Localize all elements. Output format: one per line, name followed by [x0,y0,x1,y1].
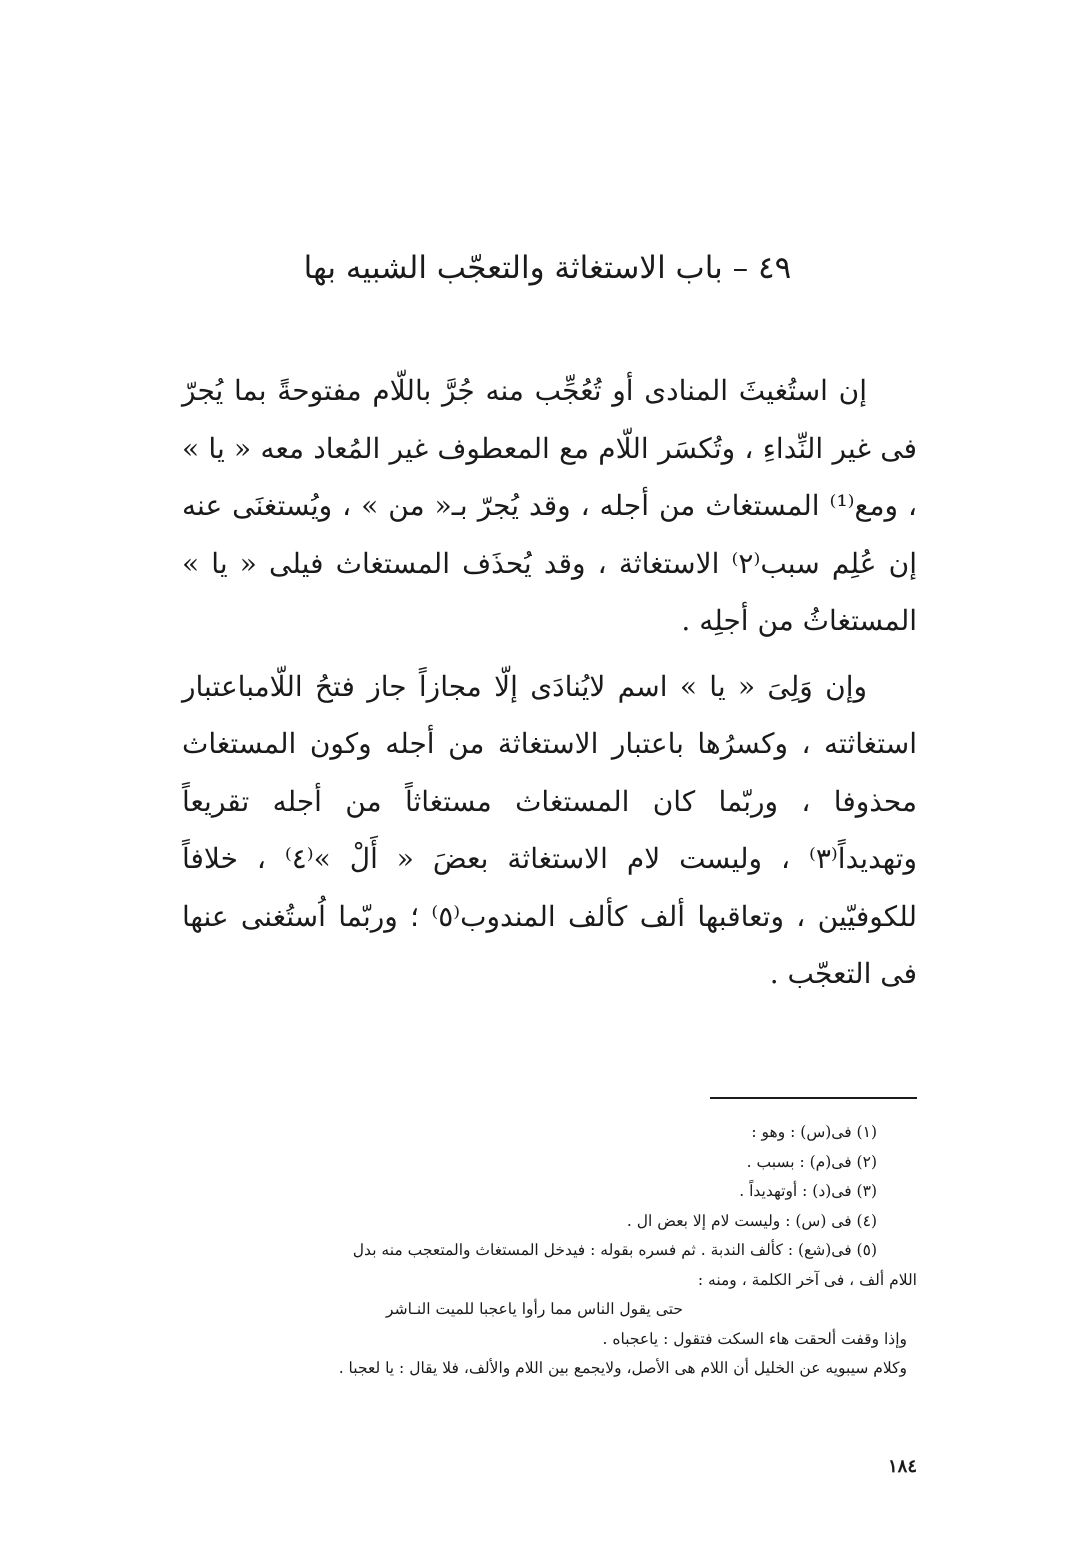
footnote-4: (٤) فى (س) : وليست لام إلا بعض ال . [626,1211,877,1230]
main-text [182,362,917,1003]
footnote-line-2: وكلام سيبويه عن الخليل أن اللام هى الأصل، ولايجمع بين اللام والألف، فلا يقال : يا لعجبا . [338,1359,907,1377]
footnote-5: (٥) فى(شع) : كألف الندبة . ثم فسره بقوله : فيدخل المستغاث والمتعجب منه بدل [352,1241,877,1259]
chapter-title: ٤٩ – باب الاستغاثة والتعجّب الشبيه بها [303,250,792,286]
footnote-separator [710,1097,917,1099]
footnotes [182,1118,917,1384]
footnote-5-continuation: اللام ألف ، فى آخر الكلمة ، ومنه : [697,1270,917,1289]
footnote-2: (٢) فى(م) : بسبب . [746,1152,877,1171]
footnote-1: (١) فى(س) : وهو : [751,1123,877,1141]
paragraph-1: إن استُغيثَ المنادى أو تُعُجِّب منه جُرَّ باللّام مفتوحةً بما يُجرّ فى غير النِّداءِ ، وتُكسَر اللّام مع المعطوف غير المُعاد معه « يا » ، ومع⁽¹⁾ المستغاث من أجله ، وقد يُجرّ بـ« من » ، ويُستغنَى عنه إن عُلِم سبب⁽٢⁾ الاستغاثة ، وقد يُحذَف المستغاث فيلى « يا » المستغاثُ من أجلِه . [182,374,917,637]
paragraph-2: وإن وَلِىَ « يا » اسم لايُنادَى إلّا مجازاً جاز فتحُ اللّامباعتبار استغاثته ، وكسرُها باعتبار الاستغاثة من أجله وكون المستغاث محذوفا ، وربّما كان المستغاث مستغاثاً من أجله تقريعاً وتهديداً⁽٣⁾ ، وليست لام الاستغاثة بعضَ « أَلْ »⁽٤⁾ ، خلافاً للكوفيّين ، وتعاقبها ألف كألف المندوب⁽٥⁾ ؛ وربّما اُستُغنى عنها فى التعجّب . [182,669,917,990]
footnote-line-1: وإذا وقفت ألحقت هاء السكت فتقول : ياعجباه . [602,1329,907,1348]
footnote-3: (٣) فى(د) : أوتهديداً . [739,1182,877,1200]
footnote-verse: حتى يقول الناس مما رأوا ياعجبا للميت النـاشر [386,1300,683,1318]
page-number: ١٨٤ [887,1456,917,1477]
